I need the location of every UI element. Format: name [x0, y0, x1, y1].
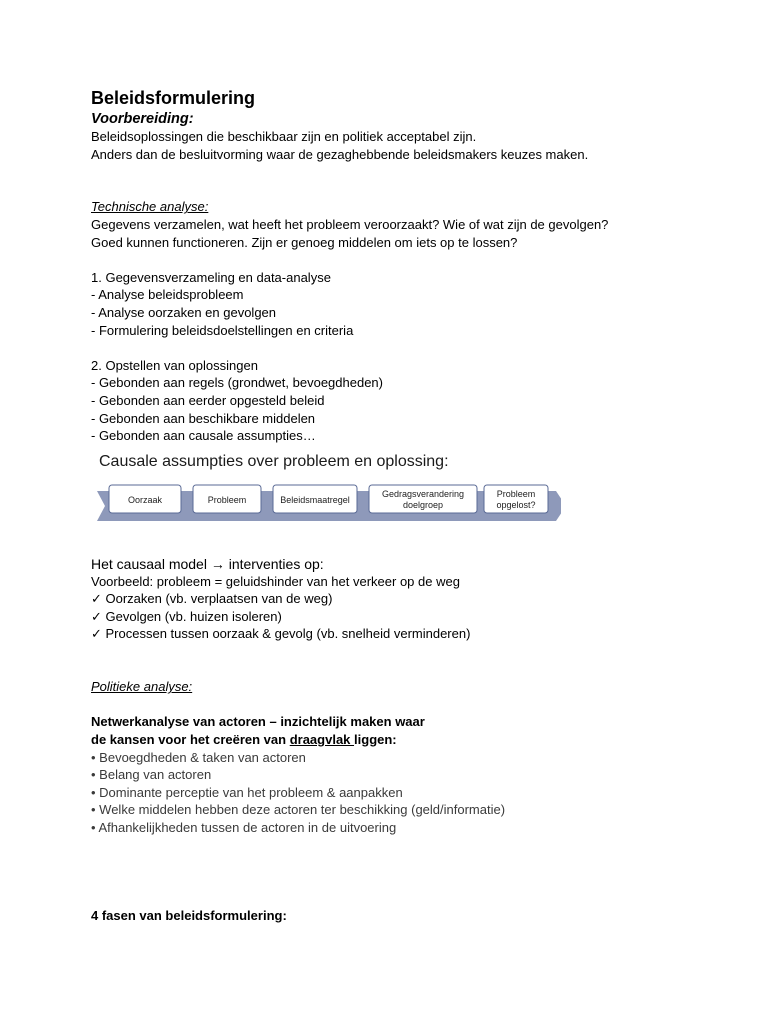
causal-model-example: Voorbeeld: probleem = geluidshinder van het verkeer op de weg [91, 573, 460, 589]
chain-box-label: Probleem [496, 488, 536, 499]
political-bold-line: Netwerkanalyse van actoren – inzichtelijk maken waar [91, 714, 425, 730]
chain-box-label: Beleidsmaatregel [280, 494, 350, 505]
document-page [91, 86, 731, 925]
document-title: Beleidsformulering [91, 88, 256, 108]
diagram-title: Causale assumpties over probleem en oplossing: [99, 452, 449, 470]
step2-line: - Gebonden aan regels (grondwet, bevoegdheden) [91, 375, 383, 391]
chain-box-label: Oorzaak [127, 494, 163, 505]
chain-box-label: opgelost? [496, 499, 536, 510]
causal-diagram [91, 451, 561, 547]
political-bullet: • Afhankelijkheden tussen de actoren in de uitvoering [91, 820, 397, 835]
chain-box-label: doelgroep [402, 499, 444, 510]
political-bullet: • Dominante perceptie van het probleem & aanpakken [91, 784, 403, 800]
political-bold-pre: de kansen voor het creëren van [91, 732, 290, 748]
draagvlak-term: draagvlak [289, 732, 355, 748]
step2-line: 2. Opstellen van oplossingen [91, 357, 258, 373]
step1-line: - Analyse oorzaken en gevolgen [91, 304, 277, 320]
step2-line: - Gebonden aan beschikbare middelen [91, 410, 316, 426]
step2-line: - Gebonden aan causale assumpties… [91, 428, 316, 444]
step1-line: 1. Gegevensverzameling en data-analyse [91, 269, 331, 285]
technical-heading: Technische analyse: [91, 199, 209, 215]
section-subtitle: Voorbereiding: [91, 111, 194, 127]
causal-model-item: ✓ Processen tussen oorzaak & gevolg (vb. snelheid verminderen) [91, 626, 471, 642]
political-bold-post: liggen: [354, 732, 397, 748]
causal-model-heading: Het causaal model → interventies op: [91, 555, 324, 572]
technical-line: Gegevens verzamelen, wat heeft het probleem veroorzaakt? Wie of wat zijn de gevolgen? [91, 216, 609, 232]
step2-line: - Gebonden aan eerder opgesteld beleid [91, 392, 325, 408]
intro-line: Beleidsoplossingen die beschikbaar zijn en politiek acceptabel zijn. [91, 129, 477, 144]
causal-chain-svg [91, 481, 561, 541]
political-bullet: • Bevoegdheden & taken van actoren [91, 749, 306, 765]
step1-line: - Analyse beleidsprobleem [91, 287, 244, 303]
step1-line: - Formulering beleidsdoelstellingen en criteria [91, 322, 354, 338]
political-bullet: • Belang van actoren [91, 767, 212, 783]
chain-box-label: Probleem [207, 494, 247, 505]
political-bullet: • Welke middelen hebben deze actoren ter beschikking (geld/informatie) [91, 802, 506, 818]
causal-model-item: ✓ Oorzaken (vb. verplaatsen van de weg) [91, 591, 333, 607]
causal-model-item: ✓ Gevolgen (vb. huizen isoleren) [91, 608, 282, 624]
technical-line: Goed kunnen functioneren. Zijn er genoeg middelen om iets op te lossen? [91, 234, 518, 250]
chain-box-label: Gedragsverandering [381, 488, 465, 499]
political-heading: Politieke analyse: [91, 679, 193, 695]
political-bold-line [91, 731, 731, 749]
intro-line: Anders dan de besluitvorming waar de gezaghebbende beleidsmakers keuzes maken. [91, 146, 589, 162]
phases-heading: 4 fasen van beleidsformulering: [91, 907, 287, 923]
